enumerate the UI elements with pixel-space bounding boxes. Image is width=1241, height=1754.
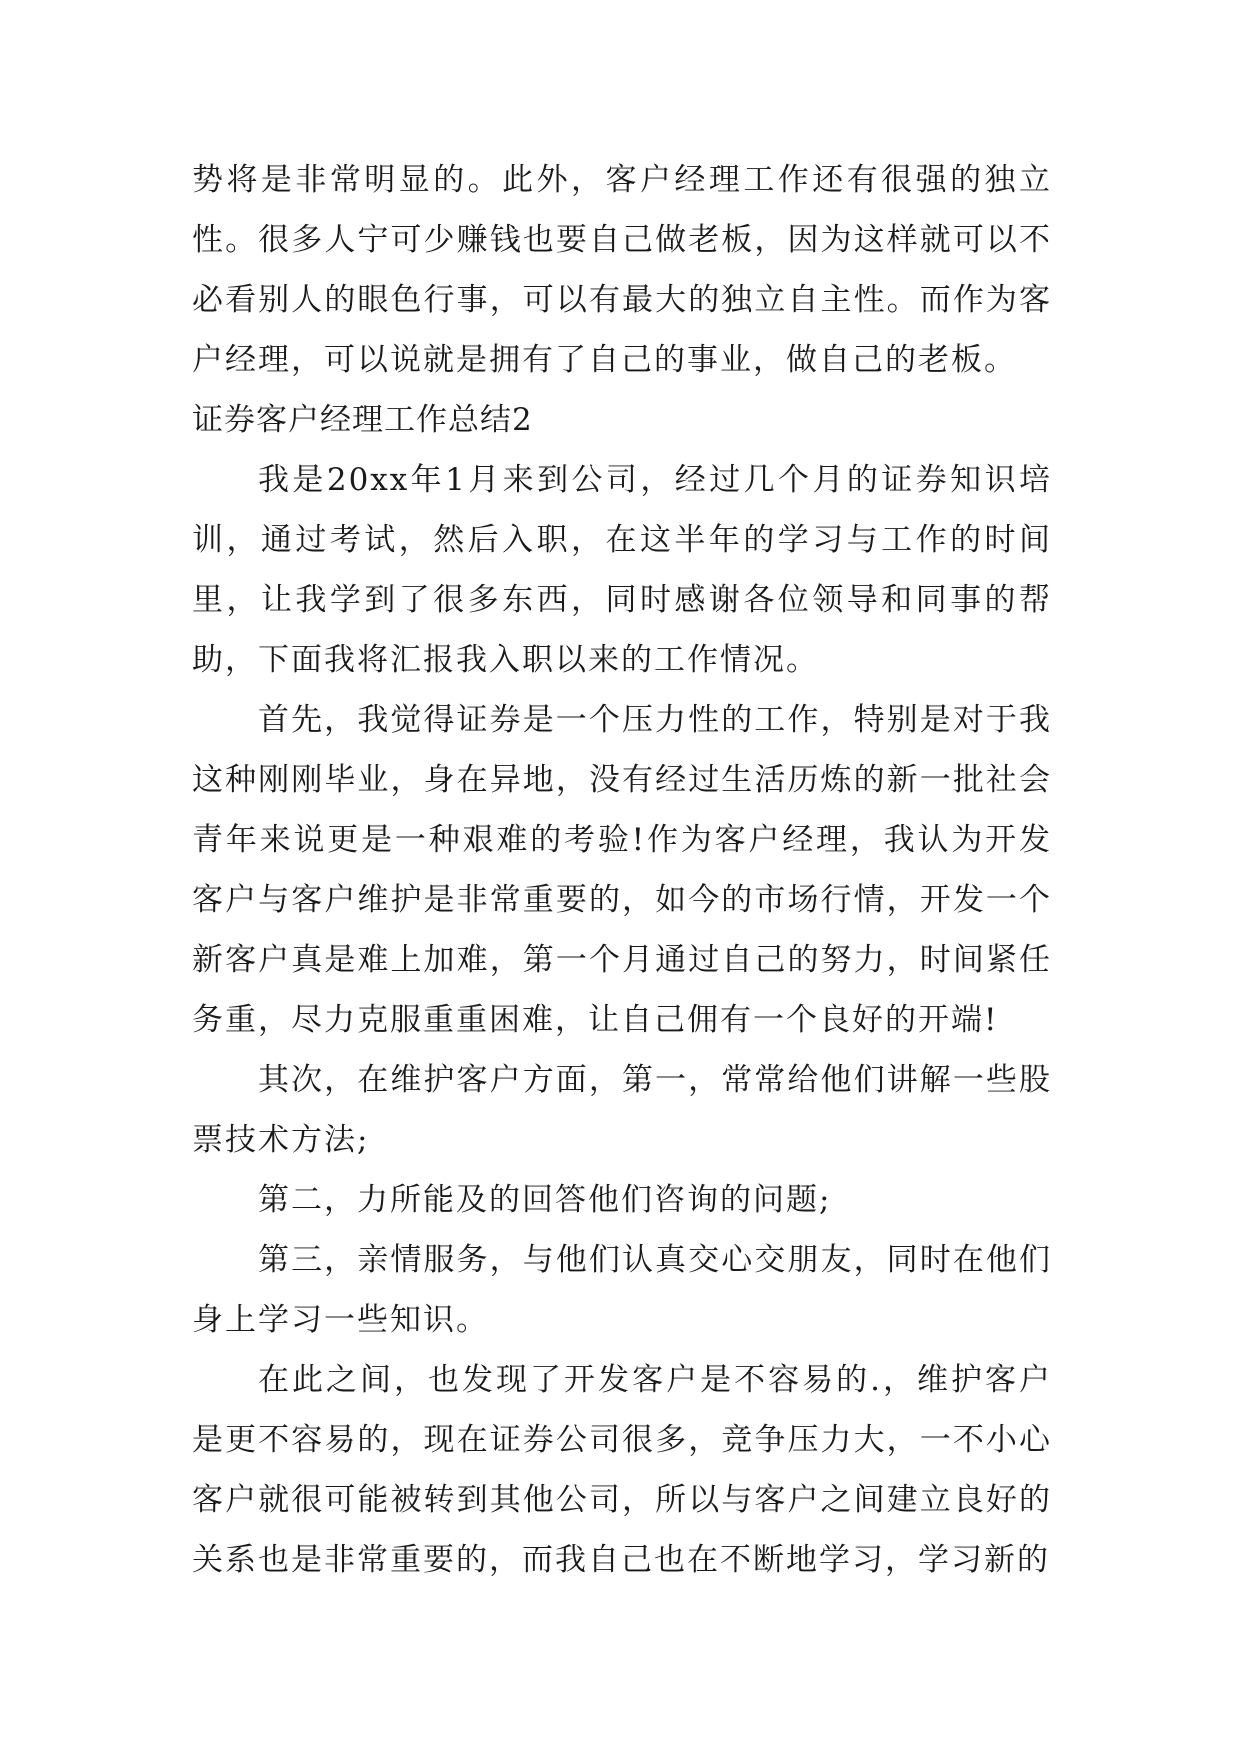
continued-paragraph: 势将是非常明显的。此外，客户经理工作还有很强的独立性。很多人宁可少赚钱也要自己做老板，因为这样就可以不必看别人的眼色行事，可以有最大的独立自主性。而作为客户经理，可以说就是拥有了自己的事业，做自己的老板。 [192,162,1052,378]
body-paragraph-4: 第二，力所能及的回答他们咨询的问题; [258,1182,832,1218]
body-paragraph-3: 其次，在维护客户方面，第一，常常给他们讲解一些股票技术方法; [192,1062,1052,1158]
section-heading: 证券客户经理工作总结2 [192,402,533,438]
body-paragraph-1: 我是20xx年1月来到公司，经过几个月的证券知识培训，通过考试，然后入职，在这半年的学习与工作的时间里，让我学到了很多东西，同时感谢各位领导和同事的帮助，下面我将汇报我入职以来的工作情况。 [192,462,1052,678]
body-paragraph-2: 首先，我觉得证券是一个压力性的工作，特别是对于我这种刚刚毕业，身在异地，没有经过生活历炼的新一批社会青年来说更是一种艰难的考验!作为客户经理，我认为开发客户与客户维护是非常重要的，如今的市场行情，开发一个新客户真是难上加难，第一个月通过自己的努力，时间紧任务重，尽力克服重重困难，让自己佣有一个良好的开端! [192,702,1052,1038]
document-body [192,150,1052,1590]
body-paragraph-5: 第三，亲情服务，与他们认真交心交朋友，同时在他们身上学习一些知识。 [192,1242,1052,1338]
body-paragraph-6: 在此之间，也发现了开发客户是不容易的.，维护客户是更不容易的，现在证券公司很多，竞争压力大，一不小心客户就很可能被转到其他公司，所以与客户之间建立良好的关系也是非常重要的，而我自己也在不断地学习，学习新的 [192,1362,1052,1578]
